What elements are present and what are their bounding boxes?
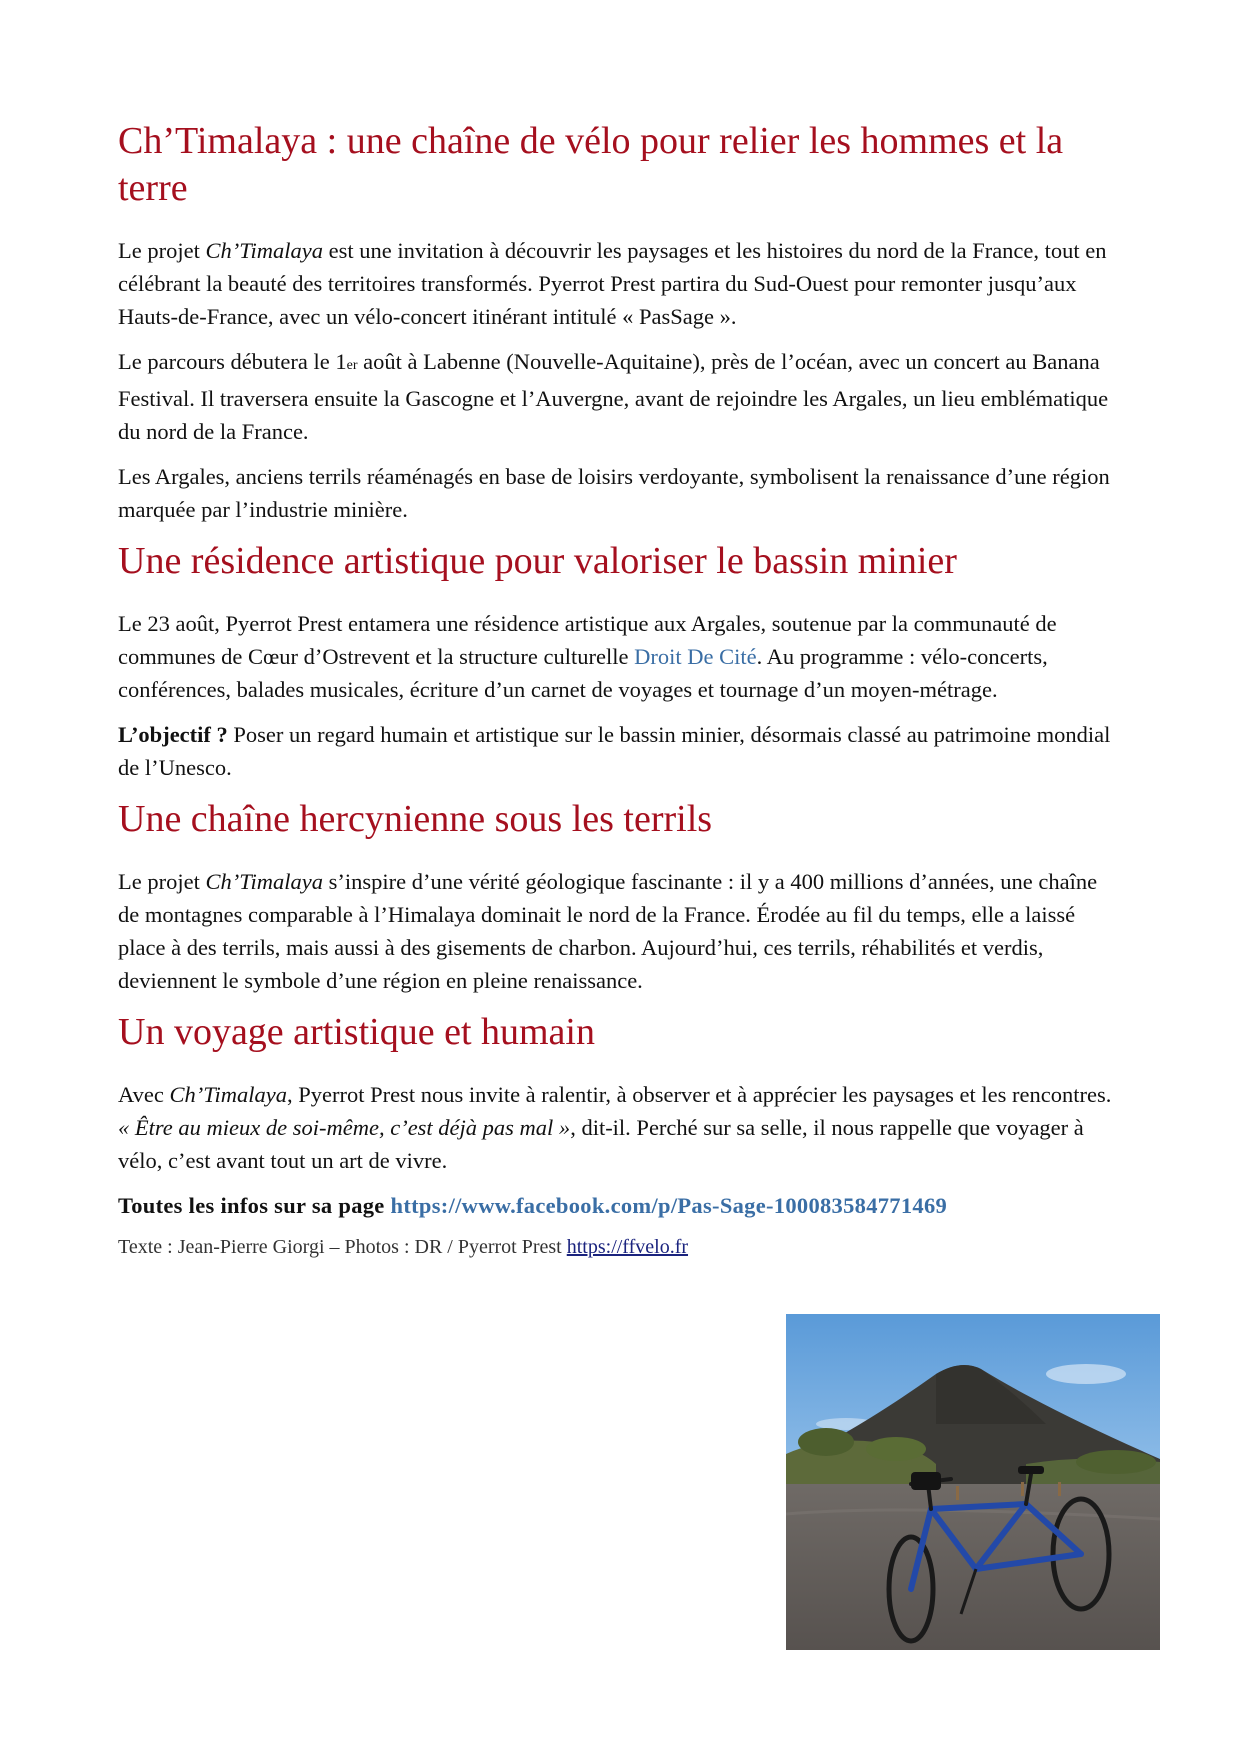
project-name: Ch’Timalaya xyxy=(205,869,323,894)
text: . Au programme : vélo-concerts, conférences, balades musicales, écriture d’un carnet de voyages et tournage d’un moyen-métrage. xyxy=(118,644,1048,702)
text: Le projet xyxy=(118,238,206,263)
text: , Pyerrot Prest nous invite à ralentir, à observer et à apprécier les paysages et les rencontres. xyxy=(286,1082,1112,1107)
project-name: Ch’Timalaya xyxy=(205,238,323,263)
photo-illustration xyxy=(786,1314,1160,1650)
text: est une invitation à découvrir les paysages et les histoires du nord de la France, tout en célébrant la beauté des territoires transformés. Pyerrot Prest partira du Sud-Ouest pour remonter jusqu’aux Hauts-de-France, avec un vélo-concert itinérant intitulé « PasSage ». xyxy=(118,238,1107,329)
credits-text: Texte : Jean-Pierre Giorgi – Photos : DR / Pyerrot Prest xyxy=(118,1236,567,1258)
bicycle-on-terril-photo xyxy=(786,1314,1160,1650)
section-heading-residence: Une résidence artistique pour valoriser le bassin minier xyxy=(118,540,957,582)
section-heading-voyage: Un voyage artistique et humain xyxy=(118,1011,595,1053)
infos-label: Toutes les infos sur sa page xyxy=(118,1193,391,1218)
objective-label: L’objectif ? xyxy=(118,722,228,747)
text: Avec xyxy=(118,1082,170,1107)
facebook-link[interactable]: https://www.facebook.com/p/Pas-Sage-100083584771469 xyxy=(390,1193,948,1218)
argales-paragraph: Les Argales, anciens terrils réaménagés en base de loisirs verdoyante, symbolisent la renaissance d’une région marquée par l’industrie minière. xyxy=(118,464,1110,522)
intro-paragraph xyxy=(118,234,1118,333)
text: août à Labenne (Nouvelle-Aquitaine), près de l’océan, avec un concert au Banana Festival. Il traversera ensuite la Gascogne et l’Auvergne, avant de rejoindre les Argales, un lieu emblématique du nord de la France. xyxy=(118,349,1109,444)
text: Le parcours débutera le 1 xyxy=(118,349,347,374)
quote: « Être au mieux de soi-même, c’est déjà pas mal » xyxy=(118,1115,571,1140)
residence-paragraph xyxy=(118,607,1118,706)
ffvelo-link[interactable]: https://ffvelo.fr xyxy=(566,1236,689,1258)
infos-line xyxy=(118,1189,1118,1222)
voyage-paragraph xyxy=(118,1078,1118,1177)
text: , dit-il. Perché sur sa selle, il nous rappelle que voyager à vélo, c’est avant tout un art de vivre. xyxy=(118,1115,1084,1173)
credits-line xyxy=(118,1232,1118,1262)
article-title: Ch’Timalaya : une chaîne de vélo pour relier les hommes et la terre xyxy=(118,120,1064,209)
geology-paragraph xyxy=(118,865,1118,997)
objective-paragraph xyxy=(118,718,1118,784)
text: Poser un regard humain et artistique sur le bassin minier, désormais classé au patrimoine mondial de l’Unesco. xyxy=(118,722,1111,780)
text: s’inspire d’une vérité géologique fascinante : il y a 400 millions d’années, une chaîne de montagnes comparable à l’Himalaya dominait le nord de la France. Érodée au fil du temps, elle a laissé place à des terrils, mais aussi à des gisements de charbon. Aujourd’hui, ces terrils, réhabilités et verdis, deviennent le symbole d’une région en pleine renaissance. xyxy=(118,869,1098,993)
text: Le 23 août, Pyerrot Prest entamera une résidence artistique aux Argales, soutenue par la communauté de communes de Cœur d’Ostrevent et la structure culturelle xyxy=(118,611,1057,669)
route-paragraph xyxy=(118,345,1118,448)
ordinal-suffix: er xyxy=(346,358,358,373)
article xyxy=(118,118,1118,1262)
project-name: Ch’Timalaya xyxy=(169,1082,287,1107)
section-heading-hercynian: Une chaîne hercynienne sous les terrils xyxy=(118,798,713,840)
text: Le projet xyxy=(118,869,206,894)
droit-de-cite-link[interactable]: Droit De Cité xyxy=(634,644,757,669)
